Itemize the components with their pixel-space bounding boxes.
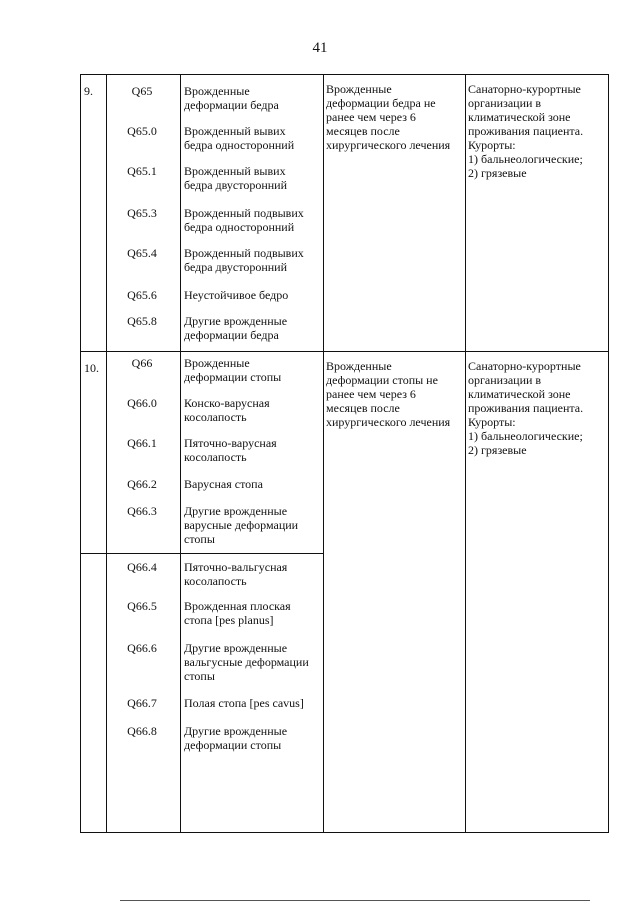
resort-text: проживания пациента.	[468, 401, 584, 415]
condition-text: хирургического лечения	[326, 415, 451, 429]
diagnosis-name: Врожденный подвывих	[184, 246, 304, 260]
diagnosis-name: стопы	[184, 669, 215, 683]
table-left-border	[80, 74, 81, 833]
diagnosis-code: Q66	[131, 356, 153, 370]
column-divider-condition	[465, 74, 466, 833]
diagnosis-code: Q66.8	[127, 724, 157, 738]
page-break-separator	[80, 553, 324, 554]
diagnosis-name: Другие врожденные	[184, 314, 288, 328]
resort-text: 2) грязевые	[468, 166, 527, 180]
diagnosis-code: Q65	[131, 84, 153, 98]
bottom-rule	[120, 900, 590, 901]
diagnosis-code: Q66.1	[127, 436, 157, 450]
diagnosis-name: деформации бедра	[184, 98, 279, 112]
condition-text: Врожденные	[326, 82, 392, 96]
condition-text: деформации стопы не	[326, 373, 438, 387]
diagnosis-name: Варусная стопа	[184, 477, 263, 491]
resort-text: Курорты:	[468, 138, 516, 152]
resort-text: организации в	[468, 373, 542, 387]
diagnosis-name: варусные деформации	[184, 518, 299, 532]
resort-text: 1) бальнеологические;	[468, 152, 583, 166]
diagnosis-name: бедра односторонний	[184, 220, 295, 234]
diagnosis-code: Q66.3	[127, 504, 157, 518]
diagnosis-code: Q66.6	[127, 641, 157, 655]
resort-text: Курорты:	[468, 415, 516, 429]
diagnosis-name: Врожденный вывих	[184, 124, 286, 138]
resort-text: Санаторно-курортные	[468, 359, 581, 373]
diagnosis-name: стопы	[184, 532, 215, 546]
page-number: 41	[312, 40, 328, 56]
diagnosis-name: бедра двусторонний	[184, 260, 288, 274]
diagnosis-name: Врожденные	[184, 356, 250, 370]
column-divider-code	[180, 74, 181, 833]
table-top-border	[80, 74, 609, 75]
diagnosis-code: Q65.0	[127, 124, 157, 138]
diagnosis-name: Пяточно-вальгусная	[184, 560, 288, 574]
resort-text: климатической зоне	[468, 110, 571, 124]
diagnosis-name: Пяточно-варусная	[184, 436, 277, 450]
diagnosis-name: бедра односторонний	[184, 138, 295, 152]
diagnosis-name: стопа [pes planus]	[184, 613, 274, 627]
diagnosis-name: деформации стопы	[184, 370, 282, 384]
row-number: 10.	[84, 361, 99, 375]
diagnosis-code: Q66.7	[127, 696, 157, 710]
resort-text: 1) бальнеологические;	[468, 429, 583, 443]
table-bottom-border	[80, 832, 609, 833]
diagnosis-code: Q65.8	[127, 314, 157, 328]
condition-text: месяцев после	[326, 124, 400, 138]
condition-text: деформации бедра не	[326, 96, 436, 110]
diagnosis-code: Q65.6	[127, 288, 157, 302]
column-divider-name	[323, 74, 324, 833]
row-number: 9.	[84, 84, 93, 98]
diagnosis-name: Полая стопа [pes cavus]	[184, 696, 304, 710]
resort-text: климатической зоне	[468, 387, 571, 401]
diagnosis-name: Врожденная плоская	[184, 599, 291, 613]
condition-text: ранее чем через 6	[326, 110, 416, 124]
resort-text: организации в	[468, 96, 542, 110]
condition-text: хирургического лечения	[326, 138, 451, 152]
resort-text: 2) грязевые	[468, 443, 527, 457]
diagnosis-name: Врожденный подвывих	[184, 206, 304, 220]
diagnosis-name: деформации бедра	[184, 328, 279, 342]
diagnosis-name: Конско-варусная	[184, 396, 270, 410]
resort-text: Санаторно-курортные	[468, 82, 581, 96]
diagnosis-name: Другие врожденные	[184, 724, 288, 738]
diagnosis-name: косолапость	[184, 450, 247, 464]
diagnosis-name: Другие врожденные	[184, 504, 288, 518]
diagnosis-name: косолапость	[184, 410, 247, 424]
diagnosis-code: Q66.4	[127, 560, 157, 574]
diagnosis-code: Q65.4	[127, 246, 157, 260]
resort-text: проживания пациента.	[468, 124, 584, 138]
diagnosis-name: косолапость	[184, 574, 247, 588]
diagnosis-code: Q66.0	[127, 396, 157, 410]
diagnosis-name: Другие врожденные	[184, 641, 288, 655]
diagnosis-name: Врожденный вывих	[184, 164, 286, 178]
diagnosis-name: деформации стопы	[184, 738, 282, 752]
condition-text: ранее чем через 6	[326, 387, 416, 401]
row-separator	[80, 351, 609, 352]
condition-text: месяцев после	[326, 401, 400, 415]
table-right-border	[608, 74, 609, 833]
diagnosis-name: бедра двусторонний	[184, 178, 288, 192]
column-divider-number	[106, 74, 107, 833]
diagnosis-name: вальгусные деформации	[184, 655, 309, 669]
diagnosis-code: Q66.2	[127, 477, 157, 491]
diagnosis-code: Q65.3	[127, 206, 157, 220]
diagnosis-name: Неустойчивое бедро	[184, 288, 289, 302]
diagnosis-code: Q65.1	[127, 164, 157, 178]
condition-text: Врожденные	[326, 359, 392, 373]
document-table	[80, 74, 609, 833]
diagnosis-code: Q66.5	[127, 599, 157, 613]
diagnosis-name: Врожденные	[184, 84, 250, 98]
